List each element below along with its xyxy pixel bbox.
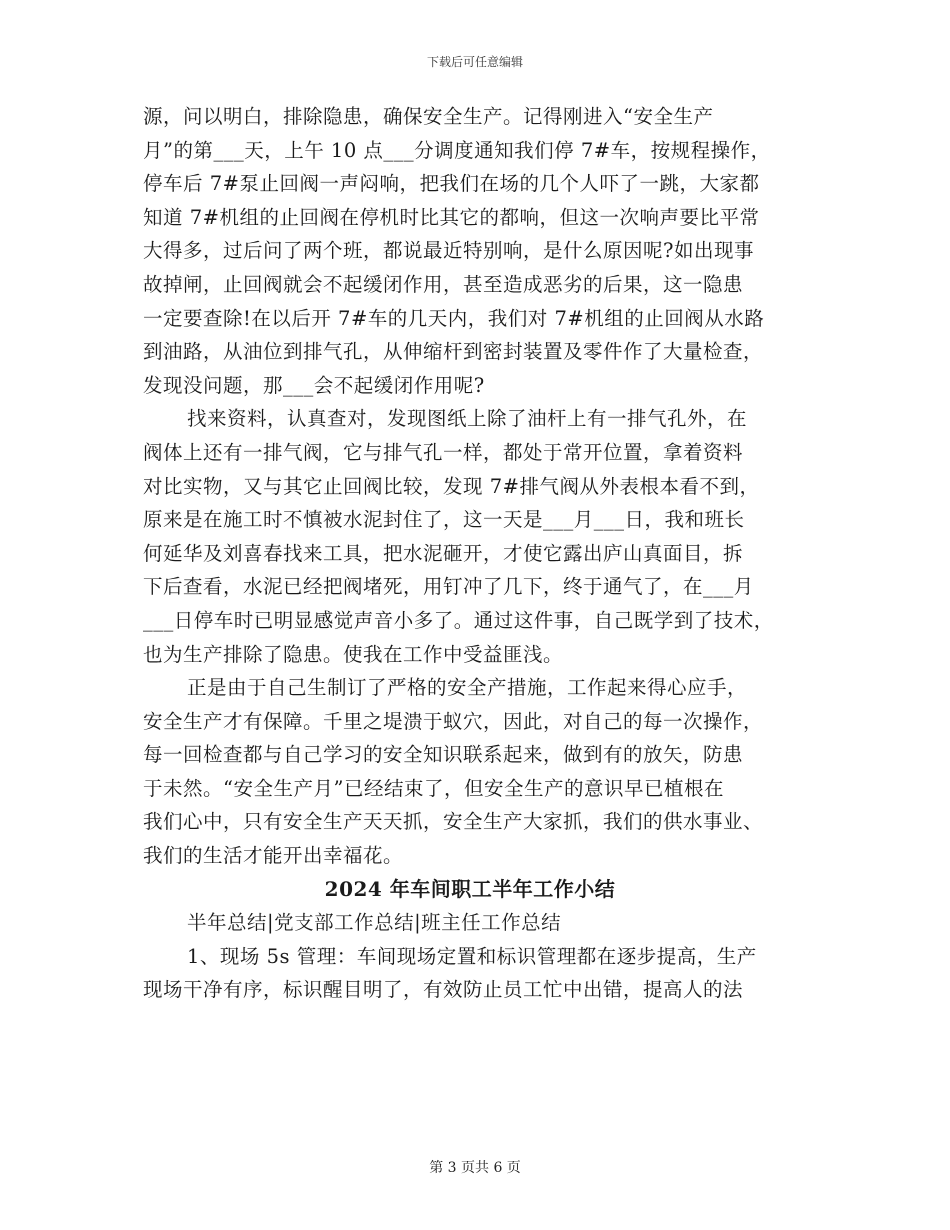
body-line: 我们的生活才能开出幸福花。 (143, 844, 404, 868)
body-line: 知道 7#机组的止回阀在停机时比其它的都响，但这一次响声要比平常 (143, 205, 760, 229)
item-line: 现场干净有序，标识醒目明了，有效防止员工忙中出错，提高人的法 (143, 978, 744, 1002)
body-line: 对比实物，又与其它止回阀比较，发现 7#排气阀从外表根本看不到， (143, 474, 760, 498)
body-line: 何延华及刘喜春找来工具，把水泥砸开，才使它露出庐山真面目，拆 (143, 541, 744, 565)
paragraph-start-line: 找来资料，认真查对，发现图纸上除了油杆上有一排气孔外，在 (187, 407, 748, 431)
body-line: 发现没问题，那___会不起缓闭作用呢? (143, 373, 485, 397)
body-line: 原来是在施工时不慎被水泥封住了，这一天是___月___日，我和班长 (143, 508, 745, 532)
body-line: 下后查看，水泥已经把阀堵死，用钉冲了几下，终于通气了，在___月 (143, 575, 754, 599)
item-line: 1、现场 5s 管理：车间现场定置和标识管理都在逐步提高，生产 (187, 944, 757, 968)
body-line: 阀体上还有一排气阀，它与排气孔一样，都处于常开位置，拿着资料 (143, 440, 744, 464)
document-body (143, 100, 823, 1007)
body-line: 一定要查除!在以后开 7#车的几天内，我们对 7#机组的止回阀从水路 (143, 306, 765, 330)
tags-line: 半年总结|党支部工作总结|班主任工作总结 (187, 911, 562, 935)
body-line: 源，问以明白，排除隐患，确保安全生产。记得刚进入“安全生产 (143, 105, 714, 128)
body-line: 我们心中，只有安全生产天天抓，安全生产大家抓，我们的供水事业、 (143, 810, 764, 834)
body-line: 每一回检查都与自己学习的安全知识联系起来，做到有的放矢，防患 (143, 743, 744, 767)
body-line: ___日停车时已明显感觉声音小多了。通过这件事，自己既学到了技术， (143, 608, 774, 632)
section-title: 2024 年车间职工半年工作小结 (324, 876, 616, 901)
body-line: 月”的第___天，上午 10 点___分调度通知我们停 7#车，按规程操作， (143, 138, 771, 162)
body-line: 到油路，从油位到排气孔，从伸缩杆到密封装置及零件作了大量检查， (143, 340, 764, 364)
body-line: 于未然。“安全生产月”已经结束了，但安全生产的意识早已植根在 (143, 776, 724, 800)
page-footer: 第 3 页共 6 页 (429, 1160, 521, 1176)
page-header: 下载后可任意编辑 (426, 55, 523, 69)
body-line: 故掉闸，止回阀就会不起缓闭作用，甚至造成恶劣的后果，这一隐患 (143, 272, 744, 296)
body-line: 停车后 7#泵止回阀一声闷响，把我们在场的几个人吓了一跳，大家都 (143, 172, 760, 196)
paragraph-start-line: 正是由于自己生制订了严格的安全产措施，工作起来得心应手， (187, 676, 748, 700)
body-line: 安全生产才有保障。千里之堤溃于蚁穴，因此，对自己的每一次操作， (143, 709, 764, 733)
body-line: 也为生产排除了隐患。使我在工作中受益匪浅。 (143, 642, 564, 666)
body-line: 大得多，过后问了两个班，都说最近特别响，是什么原因呢?如出现事 (143, 239, 754, 263)
